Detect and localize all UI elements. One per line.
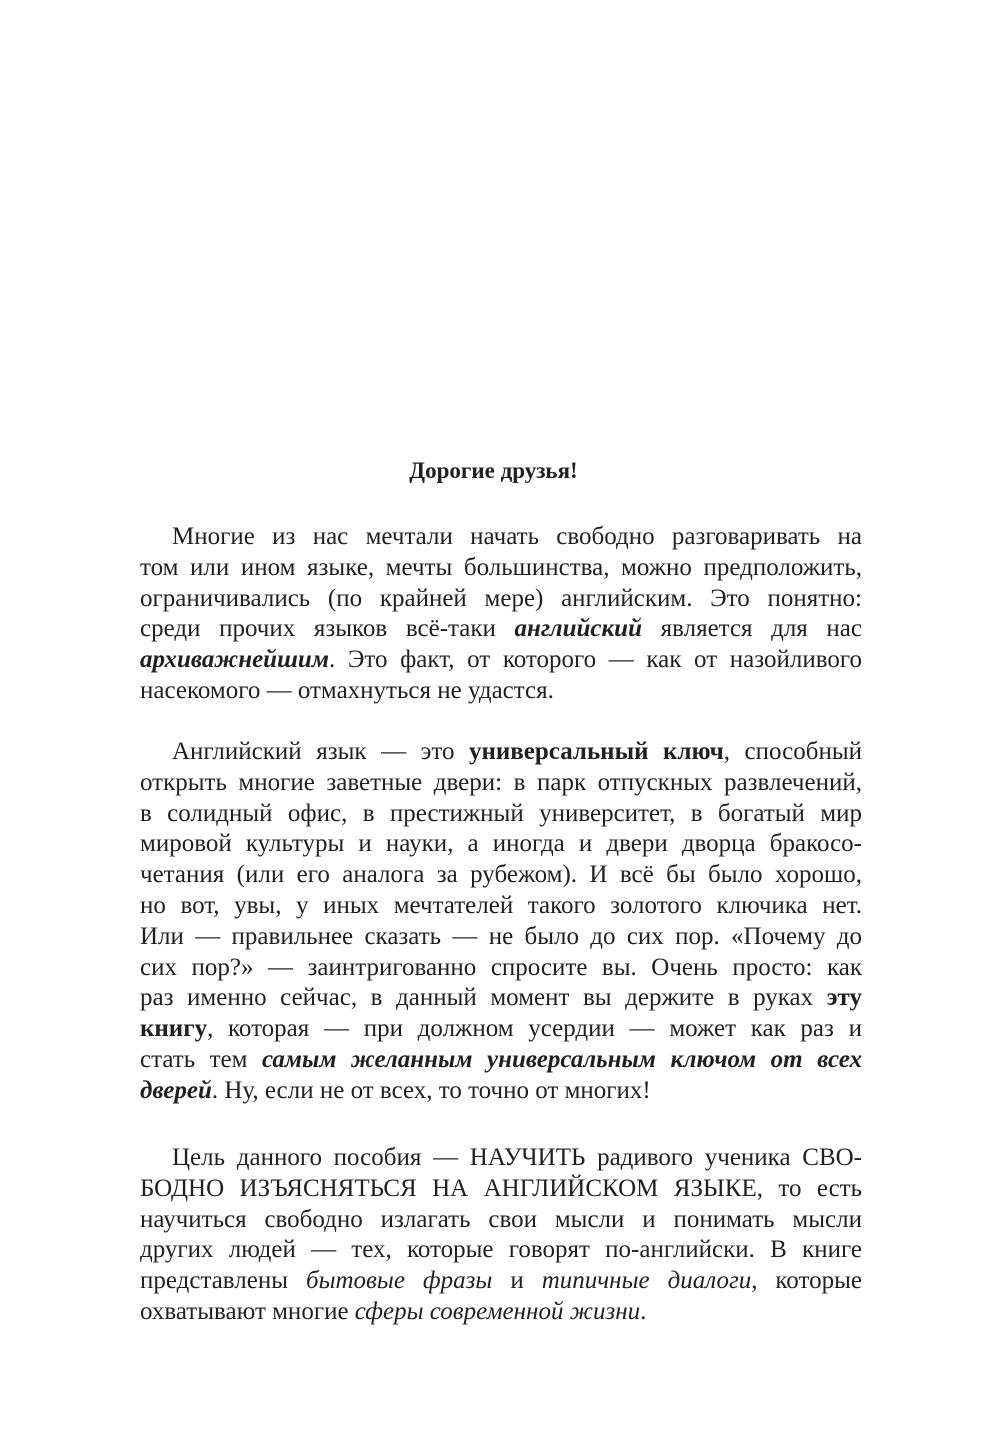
text-line: [140, 829, 862, 860]
text-run: других людей — тех, которые говорят по-английски. В книге: [140, 1236, 862, 1264]
text-run: является для нас: [642, 615, 862, 643]
text-run: , которая — при должном усердии — может как раз и: [207, 1015, 862, 1043]
text-line: [140, 1045, 862, 1076]
text-line: [140, 1076, 862, 1107]
text-run: охватывают многие: [140, 1297, 355, 1325]
emphasized-text: эту: [826, 984, 862, 1012]
text-run: .: [640, 1297, 647, 1325]
text-line: [140, 799, 862, 830]
paragraph-intro: [140, 522, 862, 707]
emphasized-text: английский: [514, 615, 642, 643]
text-run: ограничивались (по крайней мере) английским. Это понятно:: [140, 584, 862, 612]
text-run: открыть многие заветные двери: в парк отпускных развлечений,: [140, 768, 862, 796]
text-line: [140, 860, 862, 891]
emphasized-text: книгу: [140, 1015, 208, 1043]
emphasized-text: универсальный ключ: [469, 738, 724, 765]
text-run: , способный: [723, 738, 863, 765]
text-run: но вот, увы, у иных мечтателей такого золотого ключика нет.: [140, 891, 862, 919]
text-run: четания (или его аналога за рубежом). И всё бы было хорошо,: [140, 861, 862, 889]
emphasized-text: архиважнейшим: [140, 646, 329, 674]
text-line: [140, 522, 862, 553]
text-line: [140, 737, 862, 768]
text-line: [140, 584, 862, 615]
text-line: [140, 645, 862, 676]
text-line: [140, 553, 862, 584]
text-line: [140, 922, 862, 953]
paragraph-universal-key: [140, 737, 862, 1107]
text-run: , которые: [751, 1267, 862, 1295]
text-run: том или ином языке, мечты большинства, можно предположить,: [140, 553, 862, 581]
text-line: [140, 1205, 862, 1236]
text-run: мировой культуры и науки, а иногда и двери дворца бракосо-: [140, 830, 862, 858]
text-line: [140, 1143, 862, 1174]
text-line: [140, 983, 862, 1014]
emphasized-text: типичные диалоги: [541, 1267, 752, 1295]
text-line: [140, 953, 862, 984]
text-run: . Это факт, от которого — как от назойливого: [328, 646, 862, 674]
emphasized-text: бытовые фразы: [306, 1267, 493, 1295]
text-line: [140, 768, 862, 799]
text-run: научиться свободно излагать свои мысли и понимать мысли: [140, 1205, 862, 1233]
emphasized-text: самым желанным универсальным ключом от всех: [261, 1045, 862, 1073]
text-line: [140, 676, 862, 707]
text-run: в солидный офис, в престижный университет, в богатый мир: [140, 799, 862, 827]
text-line: [140, 1014, 862, 1045]
text-run: сих пор?» — заинтригованно спросите вы. Очень просто: как: [140, 953, 862, 981]
text-line: [140, 1297, 862, 1328]
text-run: Цель данного пособия — НАУЧИТЬ радивого ученика СВО-: [172, 1144, 862, 1171]
text-run: БОДНО ИЗЪЯСНЯТЬСЯ НА АНГЛИЙСКОМ ЯЗЫКЕ, то есть: [140, 1174, 862, 1202]
text-run: Многие из нас мечтали начать свободно разговаривать на: [172, 523, 862, 550]
text-line: [140, 1266, 862, 1297]
text-run: представлены: [140, 1267, 306, 1295]
text-run: раз именно сейчас, в данный момент вы держите в руках: [140, 984, 827, 1012]
text-line: [140, 1235, 862, 1266]
text-run: Или — правильнее сказать — не было до сих пор. «Почему до: [140, 922, 862, 950]
text-run: Английский язык — это: [172, 738, 469, 765]
text-run: стать тем: [140, 1045, 262, 1073]
text-run: среди прочих языков всё-таки: [140, 615, 515, 643]
text-line: [140, 1174, 862, 1205]
page-heading: Дорогие друзья!: [409, 458, 578, 483]
paragraph-goal: [140, 1143, 862, 1328]
emphasized-text: дверей: [140, 1076, 212, 1104]
emphasized-text: сферы современной жизни: [354, 1297, 641, 1325]
text-run: . Ну, если не от всех, то точно от многих!: [211, 1076, 651, 1104]
text-run: и: [492, 1267, 542, 1295]
text-line: [140, 891, 862, 922]
text-run: насекомого — отмахнуться не удастся.: [140, 676, 554, 704]
text-line: [140, 614, 862, 645]
